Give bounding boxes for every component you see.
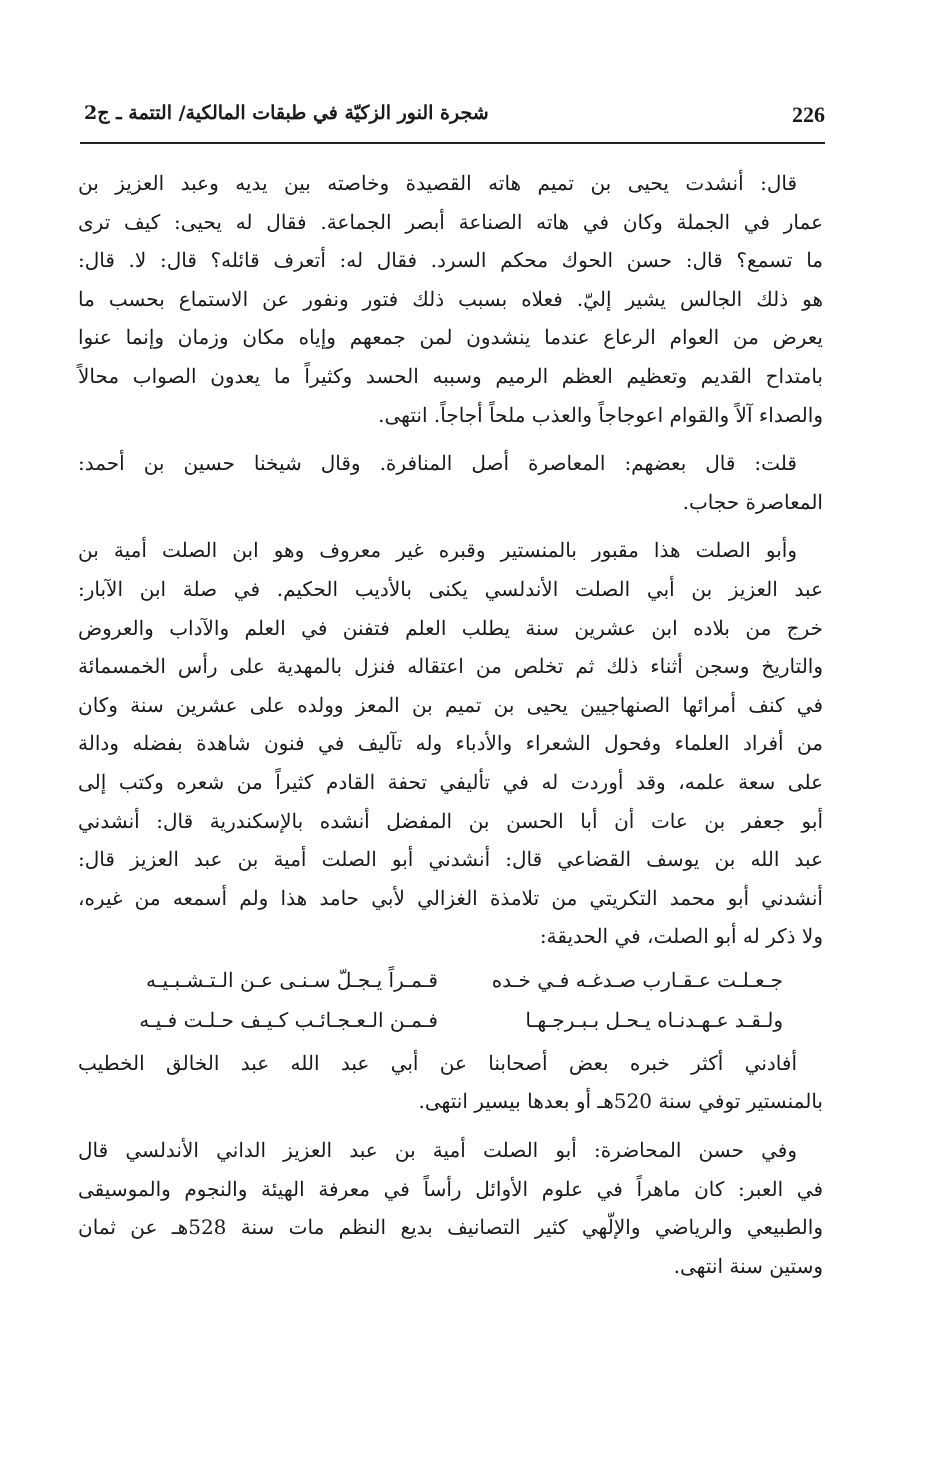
text-line: المعاصرة حجاب. [682, 489, 823, 514]
running-title: شجرة النور الزكيّة في طبقات المالكية/ التتمة ـ ج2 [84, 102, 489, 124]
text-line: والتاريخ وسجن أثناء ذلك ثم تخلص من اعتقاله فنزل بالمهدية على رأس الخمسمائة [78, 654, 823, 679]
text-line: قال: أنشدت يحيى بن تميم هاته القصيدة وخاصته بين يديه وعبد العزيز بن [78, 171, 797, 195]
verse-first-hemistich: ولـقـد عـهـدنـاه يـحـل بـبـرجـهـا [525, 1007, 783, 1032]
verse-second-hemistich: فـمـن الـعـجـائـب كـيـف حـلـت فـيـه [139, 1007, 438, 1032]
text-line: خرج من بلاده ابن عشرين سنة يطلب العلم فتفنن في العلم والآداب والعروض [78, 615, 823, 640]
paragraph [78, 1044, 823, 1121]
text-line: والصداء آلاً والقوام اعوجاجاً والعذب ملحاً أجاجاً. انتهى. [378, 402, 823, 427]
page-header [80, 96, 825, 144]
poem-verse [78, 960, 823, 1000]
text-line: أفادني أكثر خبره بعض أصحابنا عن أبي عبد الله عبد الخالق الخطيب [78, 1050, 797, 1075]
text-line: وستين سنة انتهى. [673, 1253, 823, 1278]
text-line: بامتداح القديم وتعظيم العظم الرميم وسببه الحسد وكثيراً ما يعدون الصواب محالاً [78, 363, 823, 388]
text-line: وفي حسن المحاضرة: أبو الصلت أمية بن عبد العزيز الداني الأندلسي قال [78, 1138, 797, 1163]
text-line: قلت: قال بعضهم: المعاصرة أصل المنافرة. وقال شيخنا حسين بن أحمد: [78, 451, 797, 476]
text-line: والطبيعي والرياضي والإلّهي كثير التصانيف بديع النظم مات سنة 528هـ عن ثمان [78, 1215, 823, 1240]
text-line: ولا ذكر له أبو الصلت، في الحديقة: [539, 924, 823, 949]
text-line: في كنف أمرائها الصنهاجيين يحيى بن تميم بن المعز وولده على عشرين سنة وكان [78, 692, 823, 717]
text-line: من أفراد العلماء وفحول الشعراء والأدباء وله تآليف في فنون شاهدة بفضله ودالة [78, 731, 823, 756]
text-line: في العبر: كان ماهراً في علوم الأوائل رأساً في معرفة الهيئة والنجوم والموسيقى [78, 1176, 823, 1201]
poem-verse [78, 1000, 823, 1040]
paragraph [78, 444, 823, 521]
text-line: هو ذلك الجالس يشير إليّ. فعلاه بسبب ذلك فتور ونفور عن الاستماع بحسب ما [78, 286, 823, 311]
paragraph [78, 531, 823, 956]
page-number: 226 [792, 102, 825, 127]
poem [78, 956, 823, 1044]
body-text [78, 164, 823, 1285]
text-line: يعرض من العوام الرعاع عندما ينشدون لمن جمعهم وإياه مكان وزمان وإنما عنوا [78, 325, 823, 350]
verse-first-hemistich: جـعـلـت عـقـارب صـدغـه فـي خـده [491, 967, 783, 992]
paragraph [78, 1131, 823, 1285]
text-line: أنشدني أبو محمد التكريتي من تلامذة الغزالي لأبي حامد هذا ولم أسمعه من غيره، [78, 885, 823, 910]
text-line: عبد الله بن يوسف القضاعي قال: أنشدني أبو الصلت أمية بن عبد العزيز قال: [78, 847, 823, 872]
text-line: على سعة علمه، وقد أوردت له في تأليفي تحفة القادم كثيراً من شعره وكتب إلى [78, 769, 823, 794]
verse-second-hemistich: قـمـراً يـجـلّ سـنـى عـن الـتـشـبـيـه [145, 967, 438, 992]
text-line: عمار في الجملة وكان في هاته الصناعة أبصر الجماعة. فقال له يحيى: كيف ترى [78, 209, 823, 234]
text-line: وأبو الصلت هذا مقبور بالمنستير وقبره غير معروف وهو ابن الصلت أمية بن [78, 538, 797, 563]
text-line: ما تسمع؟ قال: حسن الحوك محكم السرد. فقال له: أتعرف قائله؟ قال: لا. قال: [78, 248, 823, 273]
text-line: عبد العزيز بن أبي الصلت الأندلسي يكنى بالأديب الحكيم. في صلة ابن الآبار: [78, 576, 823, 601]
text-line: بالمنستير توفي سنة 520هـ أو بعدها بيسير انتهى. [418, 1089, 823, 1114]
paragraph [78, 164, 823, 434]
text-line: أبو جعفر بن عات أن أبا الحسن بن المفضل أنشده بالإسكندرية قال: أنشدني [78, 808, 823, 833]
